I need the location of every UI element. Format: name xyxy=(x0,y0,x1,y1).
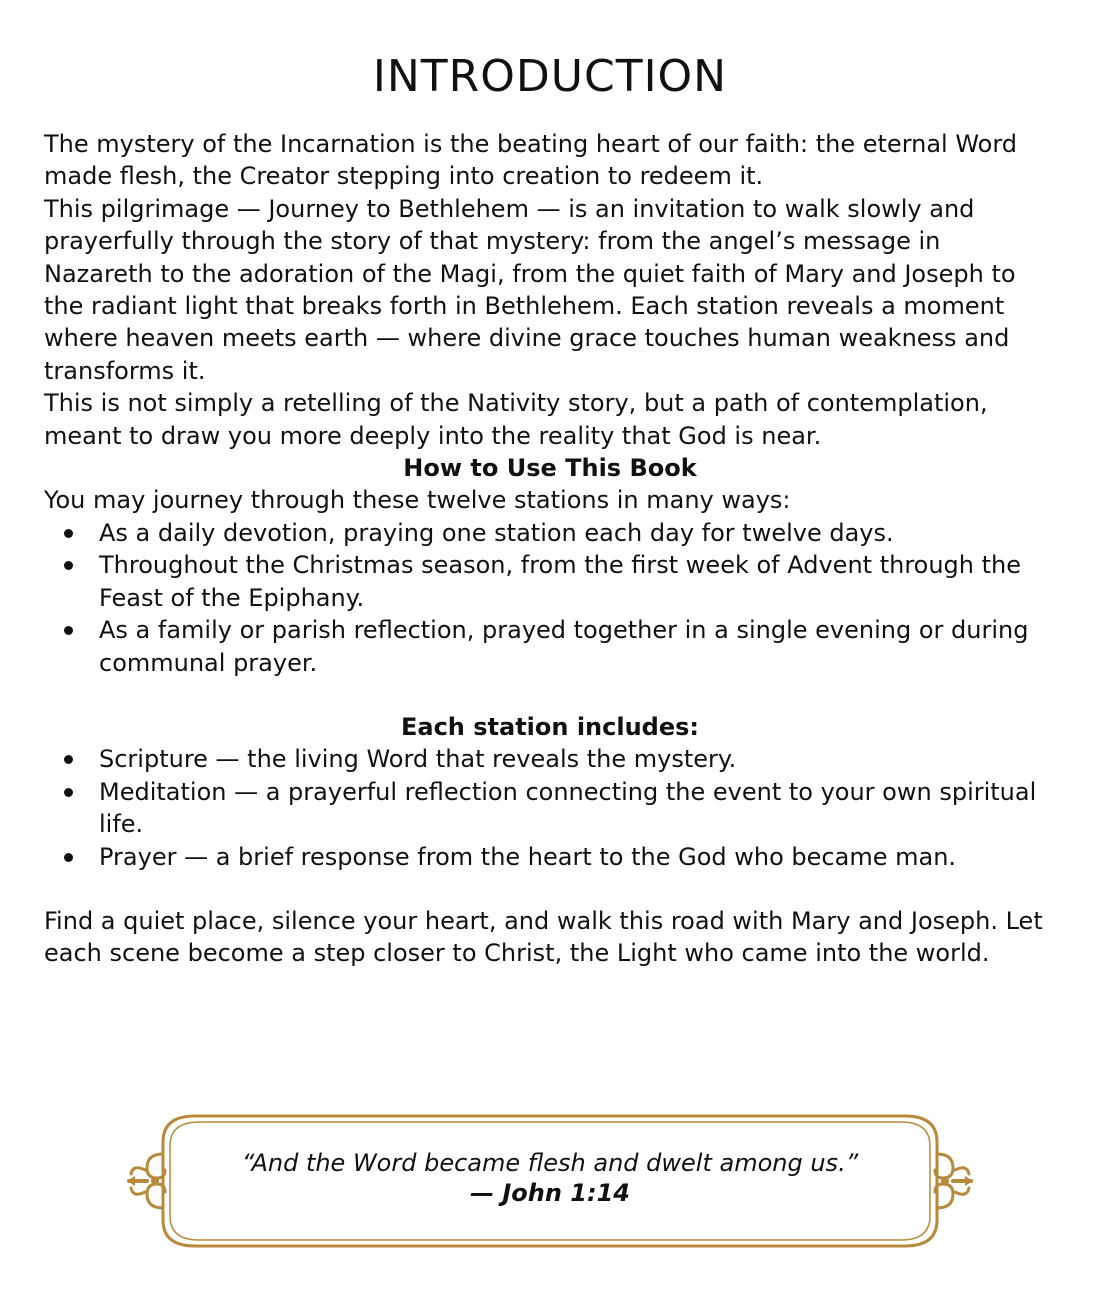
list-item: As a daily devotion, praying one station each day for twelve days. xyxy=(44,517,1056,549)
list-item: Meditation — a prayerful reflection connecting the event to your own spiritual life. xyxy=(44,776,1056,841)
list-item: Scripture — the living Word that reveals the mystery. xyxy=(44,743,1056,775)
quote-box xyxy=(125,1112,975,1250)
quote-text-block xyxy=(185,1148,915,1208)
how-to-use-lead: You may journey through these twelve stations in many ways: xyxy=(44,486,791,515)
list-item: Prayer — a brief response from the heart to the God who became man. xyxy=(44,841,1056,873)
how-to-use-heading: How to Use This Book xyxy=(403,454,697,483)
intro-paragraph-1: The mystery of the Incarnation is the beating heart of our faith: the eternal Word made flesh, the Creator stepping into creation to redeem it. xyxy=(44,130,1018,191)
station-includes-heading: Each station includes: xyxy=(400,712,700,741)
spacer xyxy=(44,679,1056,711)
spacer xyxy=(44,873,1056,905)
how-to-use-list xyxy=(44,517,1056,679)
list-item: As a family or parish reflection, prayed together in a single evening or during communal prayer. xyxy=(44,614,1056,679)
station-includes-list xyxy=(44,743,1056,873)
list-item: Throughout the Christmas season, from the first week of Advent through the Feast of the Epiphany. xyxy=(44,549,1056,614)
intro-paragraph-3: This is not simply a retelling of the Nativity story, but a path of contemplation, meant to draw you more deeply into the reality that God is near. xyxy=(44,389,988,450)
closing-paragraph: Find a quiet place, silence your heart, and walk this road with Mary and Joseph. Let each scene become a step closer to Christ, the Light who came into the world. xyxy=(44,906,1043,968)
scripture-quote: “And the Word became flesh and dwelt among us.” xyxy=(241,1149,859,1177)
page-title: INTRODUCTION xyxy=(372,51,728,102)
scripture-citation: — John 1:14 xyxy=(470,1179,630,1207)
intro-paragraph-2: This pilgrimage — Journey to Bethlehem — is an invitation to walk slowly and prayerfully through the story of that mystery: from the angel’s message in Nazareth to the adoration of the Magi, from the quiet faith of Mary and Joseph to the radiant light that breaks forth in Bethlehem. Each station reveals a moment where heaven meets earth — where divine grace touches human weakness and transforms it. xyxy=(44,194,1016,385)
